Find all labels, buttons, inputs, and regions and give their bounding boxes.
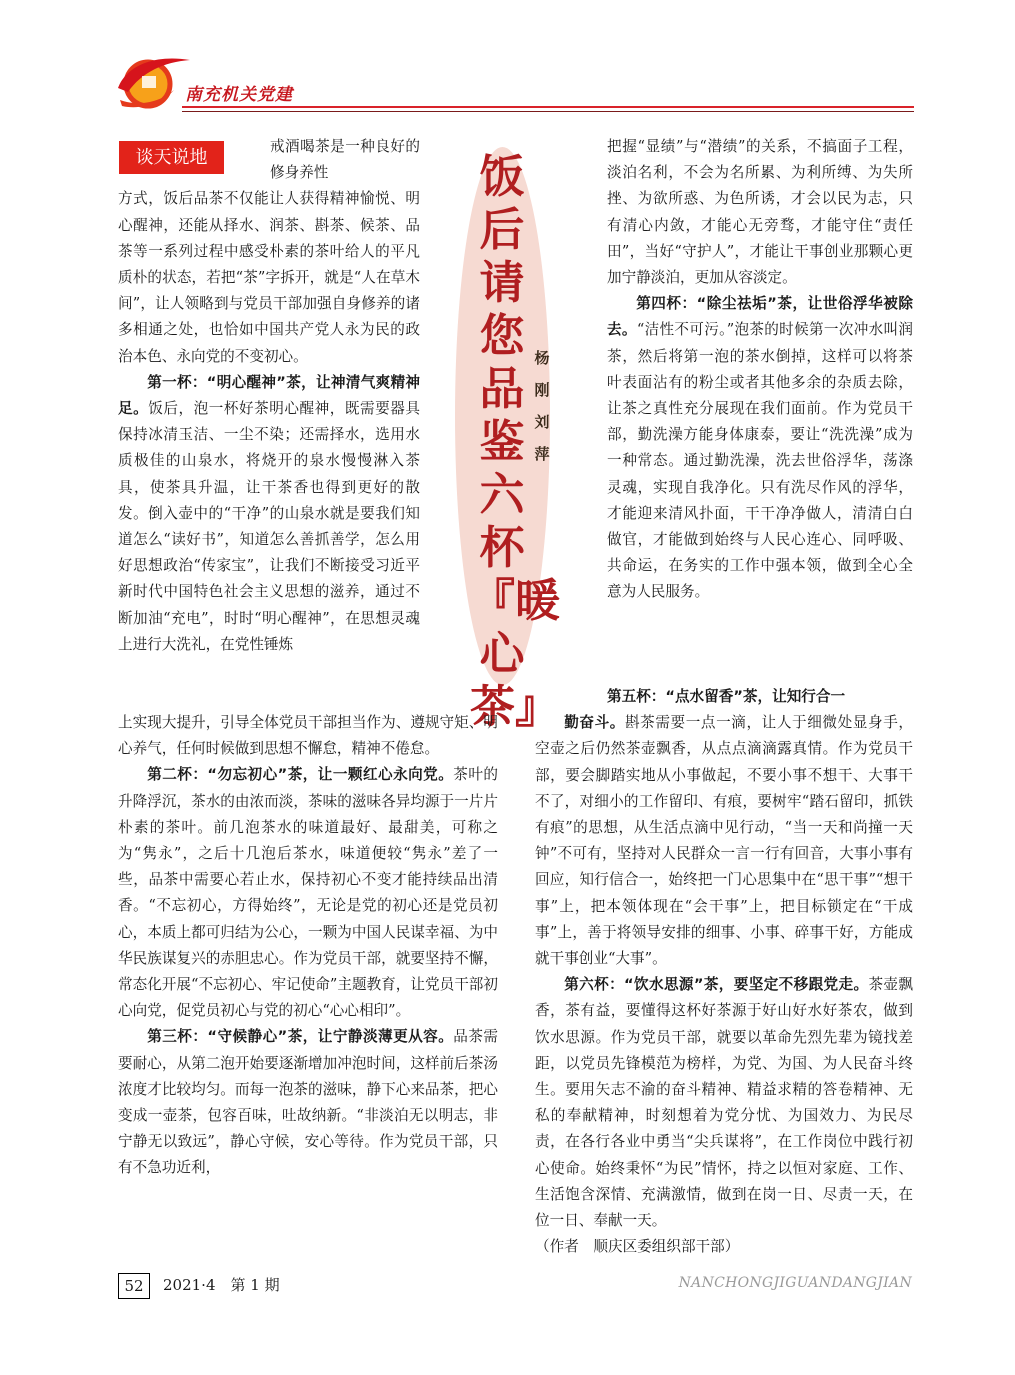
header-rule-thin (182, 111, 914, 112)
cup5-heading-end: 勤奋斗。 (564, 714, 625, 732)
cup4-paragraph (607, 291, 913, 605)
author-signature: （作者 顺庆区委组织部干部） (535, 1238, 740, 1256)
cup1-paragraph (118, 370, 420, 658)
cup1-body: 饭后，泡一杯好茶明心醒神，既需要器具保持冰清玉洁、一尘不染；还需择水，选用水质极佳的山泉水，将烧开的泉水慢慢淋入茶具，使茶具升温，让干茶香也得到更好的散发。倒入壶中的“干净”的山泉水就是要我们知道怎么“读好书”，知道怎么善抓善学，怎么用好思想政治“传家宝”，让我们不断接受习近平新时代中国特色社会主义思想的滋养，通过不断加油“充电”，时时“明心醒神”，在思想灵魂上进行大洗礼，在党性锤炼 (118, 400, 420, 653)
header-rule (182, 106, 914, 108)
cup2-paragraph (118, 762, 498, 1024)
article-author: 杨刚刘萍 (534, 349, 550, 463)
cup3-body: 品茶需要耐心，从第二泡开始要逐渐增加冲泡时间，这样前后茶汤浓度才比较均匀。而每一泡茶的滋味，静下心来品茶，把心变成一壶茶，包容百味，吐故纳新。“非淡泊无以明志，非宁静无以致远”，静心守候，安心等待。作为党员干部，只有不急功近利， (118, 1028, 498, 1177)
cup3-body-continued: 把握“显绩”与“潜绩”的关系，不搞面子工程，淡泊名利，不会为名所累、为利所缚、为失所挫、为欲所惑、为色所诱，才会以民为志，只有清心内敛，才能心无旁骛，才能守住“责任田”，当好“守护人”，才能让干事创业那颗心更加宁静淡泊，更加从容淡定。 (607, 138, 913, 287)
page-number: 52 (118, 1273, 150, 1299)
intro-paragraph: 方式，饭后品茶不仅能让人获得精神愉悦、明心醒神，还能从择水、润茶、斟茶、候茶、品茶等一系列过程中感受朴素的茶叶给人的平凡质朴的状态，若把“茶”字拆开，就是“人在草木间”，让人领略到与党员干部加强自身修养的诸多相通之处，也恰如中国共产党人永为民的政治本色、永向党的不变初心。 (118, 190, 420, 365)
cup2-body: 茶叶的升降浮沉，茶水的由浓而淡，茶味的滋味各异均源于一片片朴素的茶叶。前几泡茶水的味道最好、最甜美，可称之为“隽永”，之后十几泡后茶水，味道便较“隽永”差了一些，品茶中需要心若止水，保持初心不变才能持续品出清香。“不忘初心，方得始终”，无论是党的初心还是党员初心，本质上都可归结为公心，一颗为中国人民谋幸福、为中华民族谋复兴的赤胆忠心。作为党员干部，就要坚持不懈，常态化开展“不忘初心、牢记使命”主题教育，让党员干部初心向党，促党员初心与党的初心“心心相印”。 (118, 766, 498, 1020)
cup5-paragraph (535, 710, 913, 972)
column-tag: 谈天说地 (119, 141, 224, 174)
cup6-heading: 第六杯：“饮水思源”茶，要坚定不移跟党走。 (564, 976, 869, 994)
intro-first-line: 戒酒喝茶是一种良好的修身养性 (270, 138, 420, 182)
left-column-bottom (118, 710, 498, 1182)
cup5-heading: 第五杯：“点水留香”茶，让知行合一 (607, 688, 846, 705)
cup3-heading: 第三杯：“守候静心”茶，让宁静淡薄更从容。 (147, 1028, 454, 1046)
issue-label: 2021·4 第 1 期 (163, 1276, 280, 1294)
cup6-body: 茶壶飘香，茶有益，要懂得这杯好茶源于好山好水好茶农，做到饮水思源。作为党员干部，就要以革命先烈先辈为镜找差距，以党员先锋模范为榜样，为党、为国、为人民奋斗终生。要用矢志不渝的奋斗精神、精益求精的答卷精神、无私的奉献精神，时刻想着为党分忧、为国效力、为民尽责，在各行各业中勇当“尖兵谋将”，在工作岗位中践行初心使命。始终秉怀“为民”情怀，持之以恒对家庭、工作、生活饱含深情、充满激情，做到在岗一日、尽责一天，在位一日、奉献一天。 (535, 976, 913, 1230)
article-title: 饭后请您品鉴六杯『暖心茶』 (470, 150, 561, 733)
cup2-heading: 第二杯：“勿忘初心”茶，让一颗红心永向党。 (147, 766, 454, 784)
cup4-heading: 第四杯：“除尘祛垢”茶，让世俗浮华被除去。 (607, 295, 913, 339)
cup1-body-continued: 上实现大提升，引导全体党员干部担当作为、遵规守矩、明心养气，任何时候做到思想不懈怠，精神不倦怠。 (118, 714, 498, 758)
right-column-top (607, 134, 913, 606)
left-column-top (118, 134, 420, 658)
cup5-body: 斟茶需要一点一滴，让人于细微处显身手，空壶之后仍然茶壶飘香，从点点滴滴露真情。作为党员干部，要会脚踏实地从小事做起，不要小事不想干、大事干不了，对细小的工作留印、有痕，要树牢“踏石留印，抓铁有痕”的思想，从生活点滴中见行动，“当一天和尚撞一天钟”不可有，坚持对人民群众一言一行有回音，大事小事有回应，知行信合一，始终把一门心思集中在“思干事”“想干事”上，把本领体现在“会干事”上，把目标锁定在“干成事”上，善于将领导安排的细事、小事、碎事干好，方能成就干事创业“大事”。 (535, 714, 913, 968)
cup6-paragraph (535, 972, 913, 1234)
cup4-body: “洁性不可污。”泡茶的时候第一次冲水叫润茶，然后将第一泡的茶水倒掉，这样可以将茶叶表面沾有的粉尘或者其他多余的杂质去除，让茶之真性充分展现在我们面前。作为党员干部，勤洗澡方能身体康泰，要让“洗洗澡”成为一种常态。通过勤洗澡，洗去世俗浮华，荡涤灵魂，实现自我净化。只有洗尽作风的浮华，才能迎来清风扑面，干干净净做人，清清白白做官，才能做到始终与人民心连心、同呼吸、共命运，在务实的工作中强本领，做到全心全意为人民服务。 (607, 321, 913, 601)
journal-masthead: 南充机关党建 (185, 85, 293, 105)
journal-logo-icon (112, 48, 192, 112)
journal-pinyin: NANCHONGJIGUANDANGJIAN (678, 1275, 912, 1291)
right-column-bottom (535, 684, 913, 1260)
cup1-heading: 第一杯：“明心醒神”茶，让神清气爽精神足。 (118, 373, 420, 418)
cup3-paragraph (118, 1024, 498, 1181)
